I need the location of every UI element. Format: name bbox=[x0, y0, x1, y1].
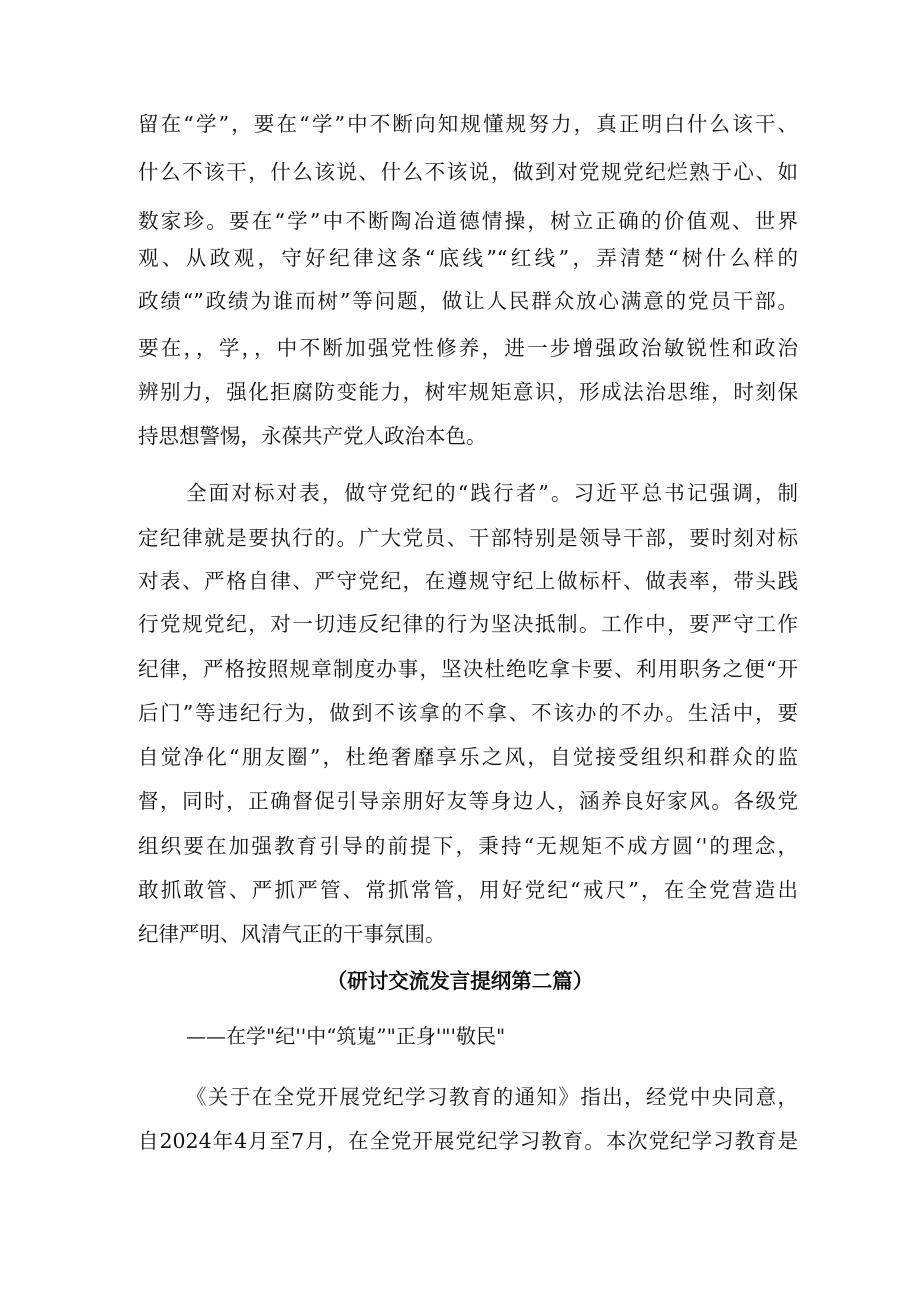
paragraph-1-line: 什么不该干，什么该说、什么不该说，做到对党规党纪烂熟于心、如 bbox=[138, 160, 798, 184]
paragraph-2-line: 纪律严明、风清气正的干事氛围。 bbox=[138, 922, 446, 946]
paragraph-1-line: 数家珍。要在“学”中不断陶冶道德情操，树立正确的价值观、世界 bbox=[138, 209, 798, 233]
subtitle: ——在学"纪''中“筑嵬”"正身'"'敬民" bbox=[186, 1024, 506, 1048]
paragraph-2-line: 督，同时，正确督促引导亲朋好友等身边人，涵养良好家风。各级党 bbox=[138, 789, 798, 813]
paragraph-1-line: 留在“学”，要在“学”中不断向知规懂规努力，真正明白什么该干、 bbox=[138, 112, 798, 136]
paragraph-2-line: 全面对标对表，做守党纪的“践行者”。习近平总书记强调，制 bbox=[186, 481, 798, 505]
paragraph-1-line: 观、从政观，守好纪律这条“底线”“红线”，弄清楚“树什么样的 bbox=[138, 246, 798, 270]
paragraph-2-line: 对表、严格自律、严守党纪，在遵规守纪上做标杆、做表率，带头践 bbox=[138, 569, 798, 593]
paragraph-1-line: 持思想警惕，永葆共产党人政治本色。 bbox=[138, 424, 487, 448]
paragraph-1-line: 辨别力，强化拒腐防变能力，树牢规矩意识，形成法治思维，时刻保 bbox=[138, 380, 798, 404]
paragraph-1-line: 要在，，学，，中不断加强党性修养，进一步增强政治敏锐性和政治 bbox=[138, 336, 798, 360]
paragraph-2-line: 纪律，严格按照规章制度办事，坚决杜绝吃拿卡要、利用职务之便“开 bbox=[138, 657, 798, 681]
paragraph-3-line: 自2024年4月至7月，在全党开展党纪学习教育。本次党纪学习教育是 bbox=[138, 1129, 798, 1153]
paragraph-2-line: 组织要在加强教育引导的前提下，秉持“无规矩不成方圆‘'的理念， bbox=[138, 834, 798, 858]
paragraph-2-line: 定纪律就是要执行的。广大党员、干部特别是领导干部，要时刻对标 bbox=[138, 526, 798, 550]
paragraph-2-line: 自觉净化“朋友圈”，杜绝奢靡享乐之风，自觉接受组织和群众的监 bbox=[138, 745, 798, 769]
paragraph-2-line: 后门”等违纪行为，做到不该拿的不拿、不该办的不办。生活中，要 bbox=[138, 701, 798, 725]
paragraph-1-line: 政绩“”政绩为谁而树”等问题，做让人民群众放心满意的党员干部。 bbox=[138, 289, 798, 313]
section-heading: （研讨交流发言提纲第二篇） bbox=[326, 969, 594, 993]
paragraph-2-line: 敢抓敢管、严抓严管、常抓常管，用好党纪“戒尺”，在全党营造出 bbox=[138, 878, 798, 902]
paragraph-3-line: 《关于在全党开展党纪学习教育的通知》指出，经党中央同意， bbox=[186, 1085, 798, 1109]
paragraph-2-line: 行党规党纪，对一切违反纪律的行为坚决抵制。工作中，要严守工作 bbox=[138, 612, 798, 636]
